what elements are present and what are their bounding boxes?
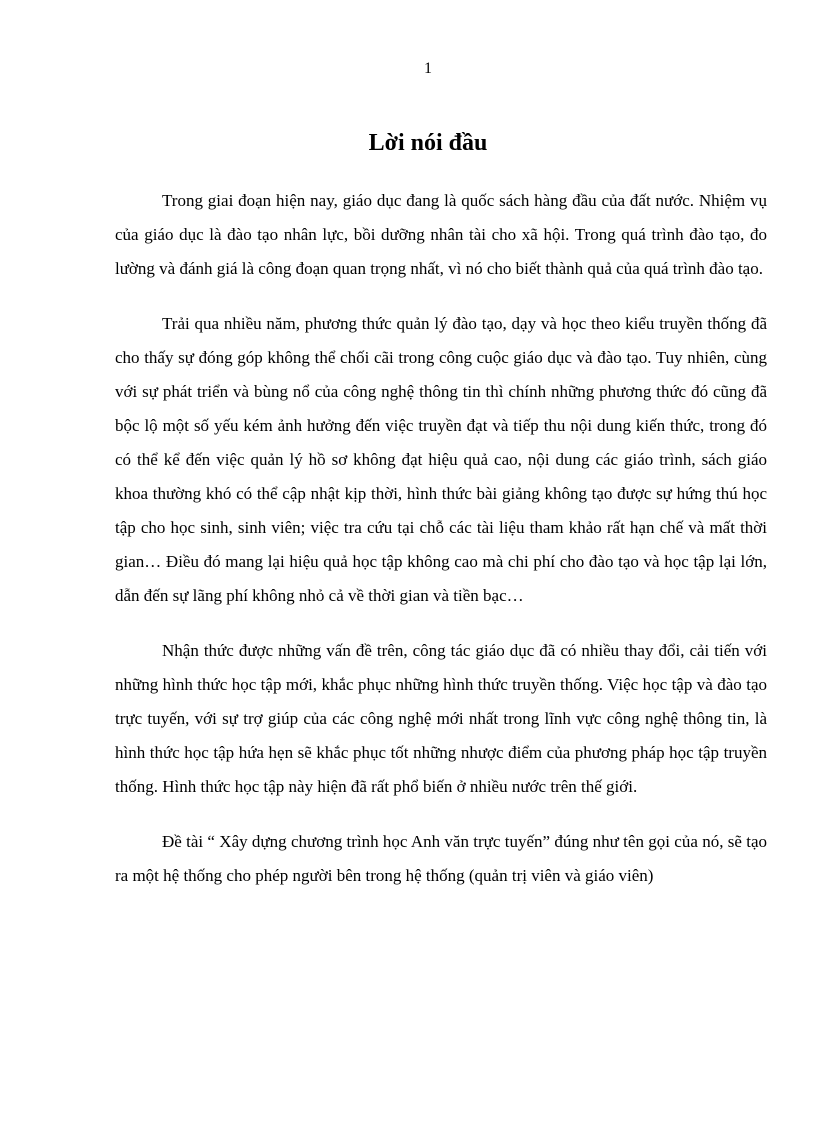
- page-number: 1: [424, 60, 432, 77]
- paragraph-1: Trong giai đoạn hiện nay, giáo dục đang là quốc sách hàng đầu của đất nước. Nhiệm vụ của giáo dục là đào tạo nhân lực, bồi dưỡng nhân tài cho xã hội. Trong quá trình đào tạo, đo lường và đánh giá là công đoạn quan trọng nhất, vì nó cho biết thành quả của quá trình đào tạo.: [115, 191, 767, 278]
- paragraph-2: Trải qua nhiều năm, phương thức quản lý đào tạo, dạy và học theo kiểu truyền thống đã cho thấy sự đóng góp không thể chối cãi trong công cuộc giáo dục và đào tạo. Tuy nhiên, cùng với sự phát triển và bùng nổ của công nghệ thông tin thì chính những phương thức đó cũng đã bộc lộ một số yếu kém ảnh hưởng đến việc truyền đạt và tiếp thu nội dung kiến thức, trong đó có thể kể đến việc quản lý hồ sơ không đạt hiệu quả cao, nội dung các giáo trình, sách giáo khoa thường khó có thể cập nhật kịp thời, hình thức bài giảng không tạo được sự hứng thú học tập cho học sinh, sinh viên; việc tra cứu tại chỗ các tài liệu tham khảo rất hạn chế và mất thời gian… Điều đó mang lại hiệu quả học tập không cao mà chi phí cho đào tạo và học tập lại lớn, dẫn đến sự lãng phí không nhỏ cả về thời gian và tiền bạc…: [115, 314, 767, 605]
- document-body: [115, 184, 767, 914]
- paragraph-3: Nhận thức được những vấn đề trên, công tác giáo dục đã có nhiều thay đổi, cải tiến với những hình thức học tập mới, khắc phục những hình thức truyền thống. Việc học tập và đào tạo trực tuyến, với sự trợ giúp của các công nghệ mới nhất trong lĩnh vực công nghệ thông tin, là hình thức học tập hứa hẹn sẽ khắc phục tốt những nhược điểm của phương pháp học tập truyền thống. Hình thức học tập này hiện đã rất phổ biến ở nhiều nước trên thế giới.: [115, 641, 767, 796]
- paragraph-4: Đề tài “ Xây dựng chương trình học Anh văn trực tuyến” đúng như tên gọi của nó, sẽ tạo ra một hệ thống cho phép người bên trong hệ thống (quản trị viên và giáo viên): [115, 832, 767, 885]
- page-title: Lời nói đầu: [368, 130, 488, 156]
